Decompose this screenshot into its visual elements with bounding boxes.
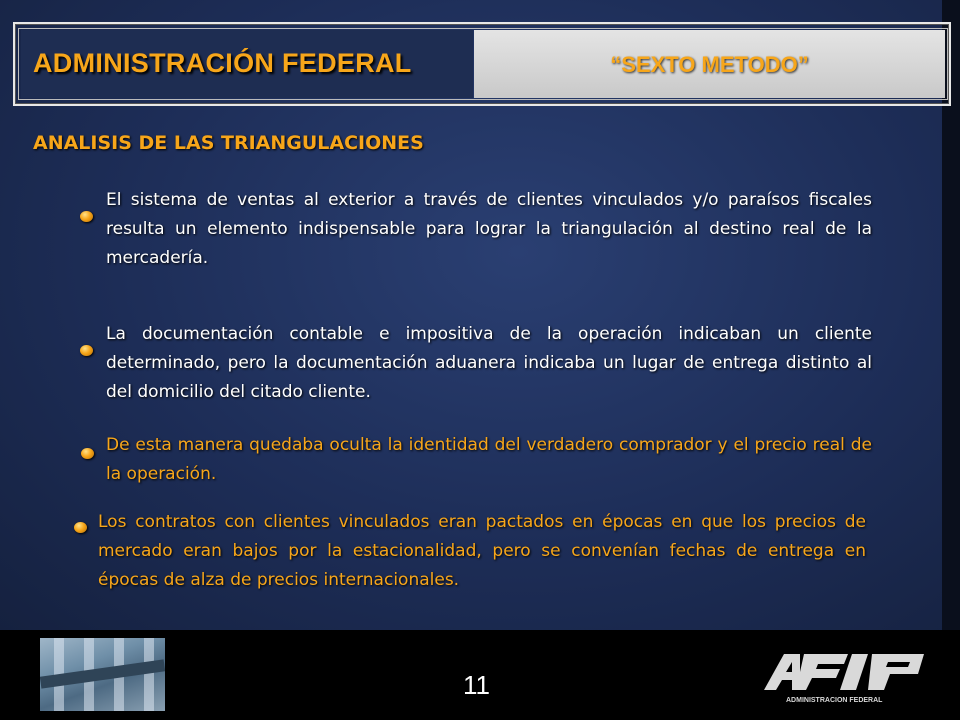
bullet-paragraph: El sistema de ventas al exterior a través de clientes vinculados y/o paraísos fiscales resulta un elemento indispensable para lograr la triangulación al destino real de la mercadería. (106, 190, 872, 268)
building-photo (40, 638, 165, 711)
page-number: 11 (463, 670, 490, 700)
bullet-icon (80, 345, 93, 356)
section-title: ANALISIS DE LAS TRIANGULACIONES (33, 132, 424, 154)
bullet-icon (74, 522, 87, 533)
bullet-paragraph: La documentación contable e impositiva de la operación indicaban un cliente determinado, pero la documentación aduanera indicaba un lugar de entrega distinto al del domicilio del citado cliente. (106, 324, 872, 402)
header-right-text: “SEXTO METODO” (610, 52, 809, 77)
header-title-right (474, 30, 945, 98)
bullet-paragraph: De esta manera quedaba oculta la identidad del verdadero comprador y el precio real de la operación. (106, 435, 872, 484)
afip-logo (764, 650, 926, 706)
bullet-icon (80, 211, 93, 222)
logo-caption: ADMINISTRACION FEDERAL (786, 697, 883, 704)
bullet-icon (81, 448, 94, 459)
header-left-text: ADMINISTRACIÓN FEDERAL (33, 48, 412, 78)
bullet-paragraph: Los contratos con clientes vinculados eran pactados en épocas en que los precios de mercado eran bajos por la estacionalidad, pero se convenían fechas de entrega en épocas de alza de precios internacionales. (98, 512, 866, 590)
header-title-left (21, 30, 473, 98)
